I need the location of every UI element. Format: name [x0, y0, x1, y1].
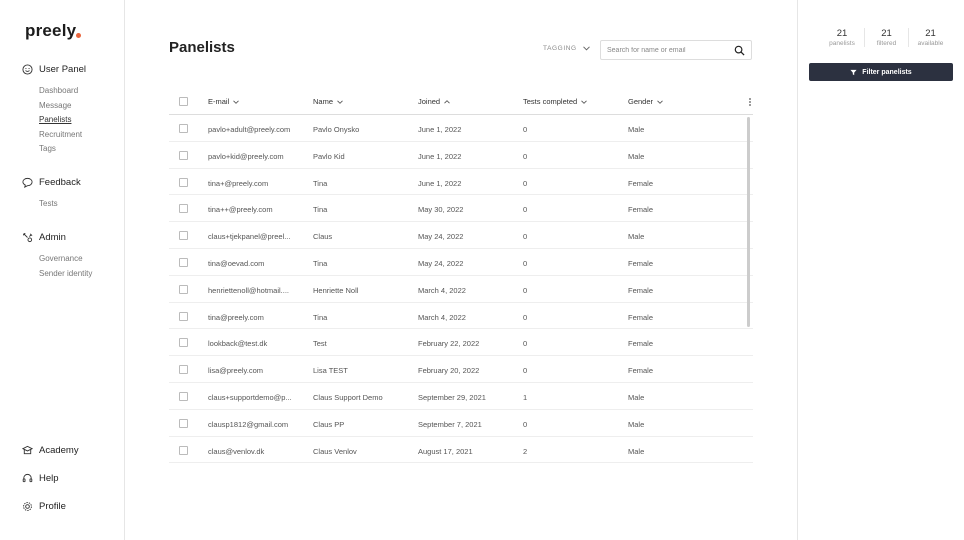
cell-tests: 0	[523, 205, 528, 215]
speech-bubble-icon	[22, 177, 33, 188]
cell-email: lookback@test.dk	[208, 339, 268, 349]
right-panel	[797, 0, 964, 540]
cell-email: tina+@preely.com	[208, 178, 269, 188]
cell-gender: Male	[628, 446, 645, 456]
cell-name: Claus Support Demo	[313, 392, 383, 402]
table-scrollbar[interactable]	[747, 117, 750, 327]
cell-tests: 1	[523, 392, 528, 402]
table-row[interactable]	[169, 115, 753, 142]
row-checkbox[interactable]	[179, 258, 188, 267]
table-row[interactable]	[169, 329, 753, 356]
cell-tests: 0	[523, 258, 528, 268]
sidebar-item-panelists[interactable]: Panelists	[39, 115, 72, 124]
cell-joined: February 22, 2022	[418, 339, 480, 349]
column-header-name[interactable]	[313, 97, 408, 106]
cell-gender: Male	[628, 419, 645, 429]
table-row[interactable]	[169, 142, 753, 169]
sidebar-item-tags[interactable]: Tags	[39, 144, 56, 153]
table-row[interactable]	[169, 169, 753, 196]
cell-gender: Female	[628, 178, 654, 188]
cell-joined: February 20, 2022	[418, 366, 480, 376]
cell-email: claus+supportdemo@p...	[208, 392, 292, 402]
column-header-joined[interactable]	[418, 97, 513, 106]
cell-joined: June 1, 2022	[418, 151, 462, 161]
table-row[interactable]	[169, 303, 753, 330]
cell-email: henriettenoll@hotmail....	[208, 285, 289, 295]
column-label: Tests completed	[523, 97, 578, 106]
cell-email: claus@venlov.dk	[208, 446, 265, 456]
sidebar-item-sender-identity[interactable]: Sender identity	[39, 268, 93, 278]
table-row[interactable]	[169, 276, 753, 303]
cell-gender: Female	[628, 258, 654, 268]
page-title: Panelists	[169, 39, 235, 56]
sidebar-bottom-label: Academy	[39, 445, 79, 456]
sidebar-section-admin[interactable]	[22, 232, 66, 243]
stat-available	[908, 28, 952, 47]
cell-name: Claus Venlov	[313, 446, 357, 456]
cell-email: tina@oevad.com	[208, 258, 265, 268]
cell-gender: Female	[628, 312, 654, 322]
main-content	[125, 0, 797, 540]
sidebar-profile[interactable]	[22, 501, 66, 512]
cell-joined: September 7, 2021	[418, 419, 482, 429]
cell-tests: 0	[523, 178, 528, 188]
stat-panelists	[820, 28, 864, 47]
table-header	[169, 88, 753, 115]
column-header-email[interactable]	[208, 97, 298, 106]
filter-icon	[850, 69, 857, 76]
row-checkbox[interactable]	[179, 312, 188, 321]
filter-button-label: Filter panelists	[862, 68, 912, 76]
table-row[interactable]	[169, 249, 753, 276]
cell-name: Henriette Noll	[313, 285, 359, 295]
search-icon[interactable]	[734, 45, 745, 56]
table-row[interactable]	[169, 383, 753, 410]
cell-joined: May 30, 2022	[418, 205, 464, 215]
cell-tests: 2	[523, 446, 528, 456]
cell-gender: Female	[628, 366, 654, 376]
cell-tests: 0	[523, 285, 528, 295]
admin-subnav	[39, 252, 92, 281]
row-checkbox[interactable]	[179, 446, 188, 455]
cell-joined: June 1, 2022	[418, 178, 462, 188]
cell-tests: 0	[523, 125, 528, 134]
cell-name: Tina	[313, 258, 328, 268]
academy-icon	[22, 445, 33, 456]
feedback-subnav	[39, 197, 58, 212]
sidebar-section-feedback[interactable]	[22, 177, 81, 188]
cell-name: Claus PP	[313, 419, 345, 429]
row-checkbox[interactable]	[179, 419, 188, 428]
sidebar-item-dashboard[interactable]: Dashboard	[39, 86, 79, 95]
stats-summary	[820, 28, 952, 47]
sidebar-bottom-label: Help	[39, 473, 59, 484]
cell-tests: 0	[523, 312, 528, 322]
chevron-down-icon	[583, 46, 590, 51]
stat-label: available	[917, 40, 944, 47]
tagging-dropdown[interactable]	[543, 45, 590, 52]
more-options-icon[interactable]	[747, 97, 753, 107]
cell-email: tina++@preely.com	[208, 205, 273, 215]
chevron-down-icon	[657, 99, 663, 105]
row-checkbox[interactable]	[179, 124, 188, 133]
panelists-table	[169, 88, 753, 463]
sidebar-item-message[interactable]: Message	[39, 100, 72, 110]
cell-email: pavlo+adult@preely.com	[208, 125, 291, 134]
chevron-down-icon	[337, 99, 343, 105]
column-label: Gender	[628, 97, 654, 106]
cell-tests: 0	[523, 339, 528, 349]
cell-joined: March 4, 2022	[418, 285, 466, 295]
table-body	[169, 115, 753, 463]
stat-value: 21	[881, 28, 892, 39]
chevron-down-icon	[581, 99, 587, 105]
search-input[interactable]	[601, 47, 727, 54]
cell-email: pavlo+kid@preely.com	[208, 151, 284, 161]
gear-icon	[22, 501, 33, 512]
sidebar-bottom-label: Profile	[39, 501, 66, 512]
cell-name: Tina	[313, 312, 328, 322]
column-label: Name	[313, 97, 334, 106]
filter-panelists-button[interactable]	[809, 63, 953, 81]
logo-dot	[76, 33, 81, 38]
column-header-tests-completed[interactable]	[523, 97, 618, 106]
cell-name: Test	[313, 339, 327, 349]
column-label: E-mail	[208, 97, 230, 106]
cell-name: Tina	[313, 178, 328, 188]
sidebar-help[interactable]	[22, 473, 59, 484]
row-checkbox[interactable]	[179, 178, 188, 187]
table-row[interactable]	[169, 222, 753, 249]
cell-email: tina@preely.com	[208, 312, 264, 322]
cell-tests: 0	[523, 366, 528, 376]
sidebar-item-tests[interactable]: Tests	[39, 199, 58, 208]
select-all-checkbox[interactable]	[179, 97, 188, 106]
row-checkbox[interactable]	[179, 231, 188, 240]
row-checkbox[interactable]	[179, 392, 188, 401]
cell-tests: 0	[523, 151, 528, 161]
sidebar-academy[interactable]	[22, 445, 79, 456]
column-header-gender[interactable]	[628, 97, 723, 106]
cell-name: Claus	[313, 232, 333, 242]
cell-joined: March 4, 2022	[418, 312, 466, 322]
cell-joined: May 24, 2022	[418, 258, 464, 268]
table-row[interactable]	[169, 195, 753, 222]
row-checkbox[interactable]	[179, 365, 188, 374]
stat-label: filtered	[876, 40, 897, 47]
user-panel-subnav	[39, 84, 82, 157]
column-label: Joined	[418, 97, 441, 106]
cell-joined: September 29, 2021	[418, 392, 486, 402]
logo-text: preely	[25, 21, 77, 40]
cell-gender: Male	[628, 392, 645, 402]
headset-icon	[22, 473, 33, 484]
stat-filtered	[864, 28, 908, 47]
cell-name: Pavlo Onysko	[313, 125, 360, 134]
tagging-label: TAGGING	[543, 45, 577, 52]
chevron-down-icon	[233, 99, 239, 105]
cell-gender: Female	[628, 339, 654, 349]
sidebar-section-label: Feedback	[39, 177, 81, 188]
cell-name: Tina	[313, 205, 328, 215]
cell-gender: Male	[628, 232, 645, 242]
sidebar	[0, 0, 125, 540]
logo[interactable]	[25, 21, 76, 41]
stat-label: panelists	[829, 40, 855, 47]
cell-name: Pavlo Kid	[313, 151, 345, 161]
cell-joined: May 24, 2022	[418, 232, 464, 242]
sidebar-section-label: User Panel	[39, 64, 86, 75]
stat-value: 21	[925, 28, 936, 39]
cell-email: claus+tjekpanel@preel...	[208, 232, 291, 242]
search-box	[600, 40, 752, 60]
cell-gender: Male	[628, 151, 645, 161]
row-checkbox[interactable]	[179, 285, 188, 294]
cell-tests: 0	[523, 419, 528, 429]
row-checkbox[interactable]	[179, 204, 188, 213]
row-checkbox[interactable]	[179, 151, 188, 160]
cell-name: Lisa TEST	[313, 366, 348, 376]
cell-gender: Male	[628, 125, 645, 134]
sidebar-section-label: Admin	[39, 232, 66, 243]
row-checkbox[interactable]	[179, 338, 188, 347]
sidebar-item-recruitment[interactable]: Recruitment	[39, 129, 83, 139]
sidebar-section-user-panel[interactable]	[22, 64, 86, 75]
table-row[interactable]	[169, 410, 753, 437]
table-row[interactable]	[169, 356, 753, 383]
stat-value: 21	[836, 28, 848, 39]
cell-gender: Female	[628, 205, 654, 215]
cell-email: lisa@preely.com	[208, 366, 263, 376]
table-row[interactable]	[169, 437, 753, 464]
cell-gender: Female	[628, 285, 654, 295]
chevron-up-icon	[444, 99, 450, 105]
sidebar-item-governance[interactable]: Governance	[39, 254, 83, 263]
smiley-icon	[22, 64, 33, 75]
cell-tests: 0	[523, 232, 528, 242]
cell-joined: June 1, 2022	[418, 125, 462, 134]
cell-joined: August 17, 2021	[418, 446, 473, 456]
admin-tools-icon	[22, 232, 33, 243]
cell-email: clausp1812@gmail.com	[208, 419, 289, 429]
